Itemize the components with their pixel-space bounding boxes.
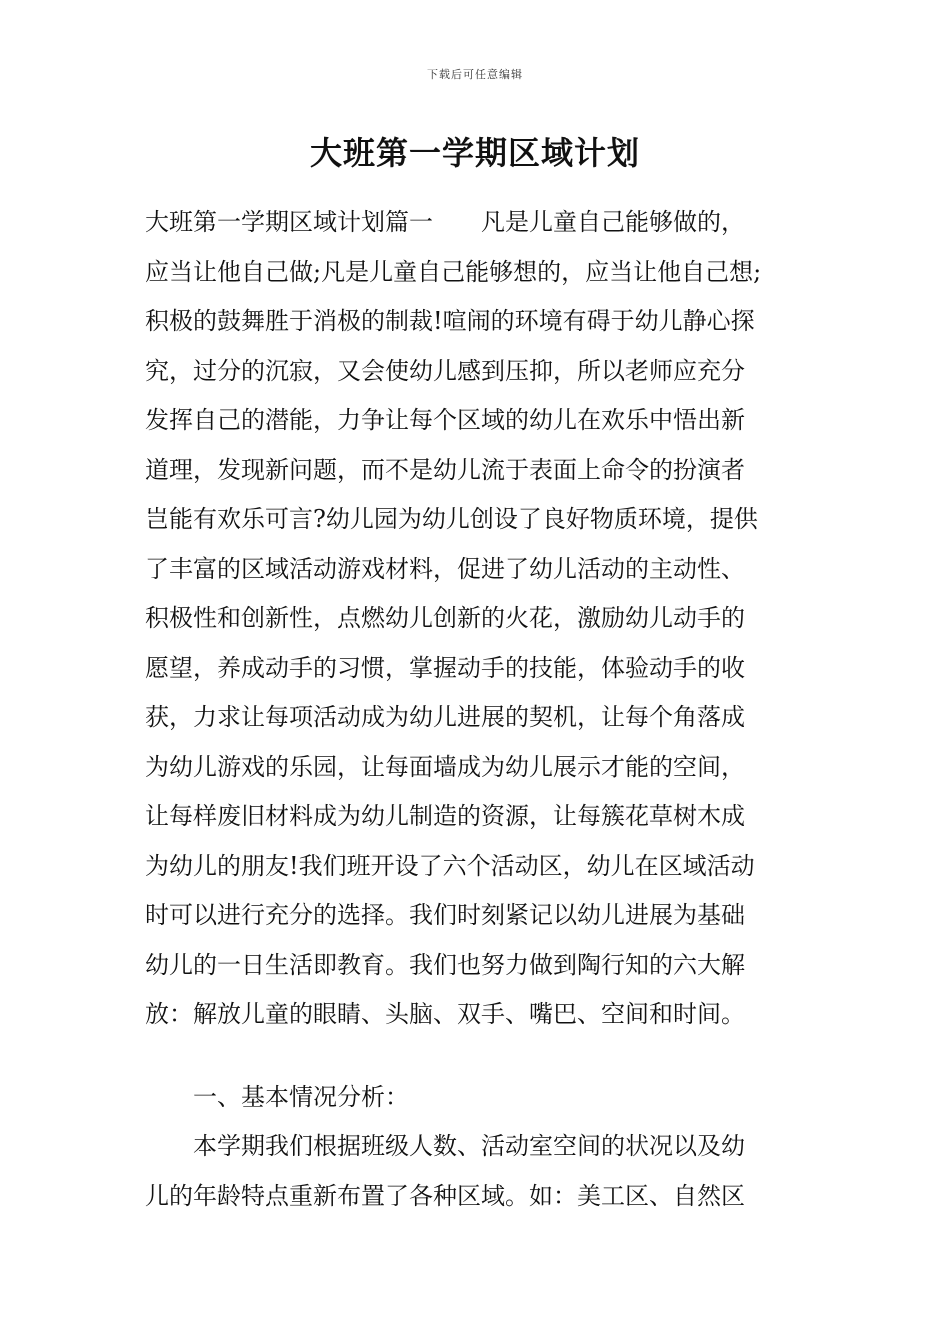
text-line: 大班第一学期区域计划篇一 凡是儿童自己能够做的， xyxy=(145,208,745,236)
text-line: 积极的鼓舞胜于消极的制裁!喧闹的环境有碍于幼儿静心探 xyxy=(145,307,755,335)
document-title: 大班第一学期区域计划 xyxy=(309,134,640,172)
section-heading: 一、基本情况分析： xyxy=(193,1083,409,1111)
text-line: 愿望，养成动手的习惯，掌握动手的技能，体验动手的收 xyxy=(145,653,745,682)
text-line: 儿的年龄特点重新布置了各种区域。如：美工区、自然区 xyxy=(145,1181,745,1210)
intro-paragraph xyxy=(145,198,810,1040)
text-line: 究，过分的沉寂，又会使幼儿感到压抑，所以老师应充分 xyxy=(145,356,745,385)
text-line: 为幼儿游戏的乐园，让每面墙成为幼儿展示才能的空间， xyxy=(145,752,745,781)
text-line: 幼儿的一日生活即教育。我们也努力做到陶行知的六大解 xyxy=(145,950,745,979)
text-line: 了丰富的区域活动游戏材料，促进了幼儿活动的主动性、 xyxy=(145,554,745,583)
text-line: 应当让他自己做;凡是儿童自己能够想的，应当让他自己想; xyxy=(145,257,762,286)
text-line: 本学期我们根据班级人数、活动室空间的状况以及幼 xyxy=(193,1132,745,1160)
text-line: 积极性和创新性，点燃幼儿创新的火花，激励幼儿动手的 xyxy=(145,604,745,632)
section-paragraph xyxy=(145,1122,810,1221)
text-line: 放：解放儿童的眼睛、头脑、双手、嘴巴、空间和时间。 xyxy=(145,1000,745,1028)
text-line: 为幼儿的朋友!我们班开设了六个活动区，幼儿在区域活动 xyxy=(145,851,755,880)
text-line: 发挥自己的潜能，力争让每个区域的幼儿在欢乐中悟出新 xyxy=(145,406,745,434)
text-line: 获，力求让每项活动成为幼儿进展的契机，让每个角落成 xyxy=(145,703,745,731)
header-note: 下载后可任意编辑 xyxy=(427,68,523,81)
text-line: 时可以进行充分的选择。我们时刻紧记以幼儿进展为基础 xyxy=(145,901,745,929)
text-line: 道理，发现新问题，而不是幼儿流于表面上命令的扮演者 xyxy=(145,455,745,484)
text-line: 岂能有欢乐可言?幼儿园为幼儿创设了良好物质环境，提供 xyxy=(145,505,758,533)
text-line: 让每样废旧材料成为幼儿制造的资源，让每簇花草树木成 xyxy=(145,802,745,830)
section-heading-block xyxy=(145,1073,810,1123)
